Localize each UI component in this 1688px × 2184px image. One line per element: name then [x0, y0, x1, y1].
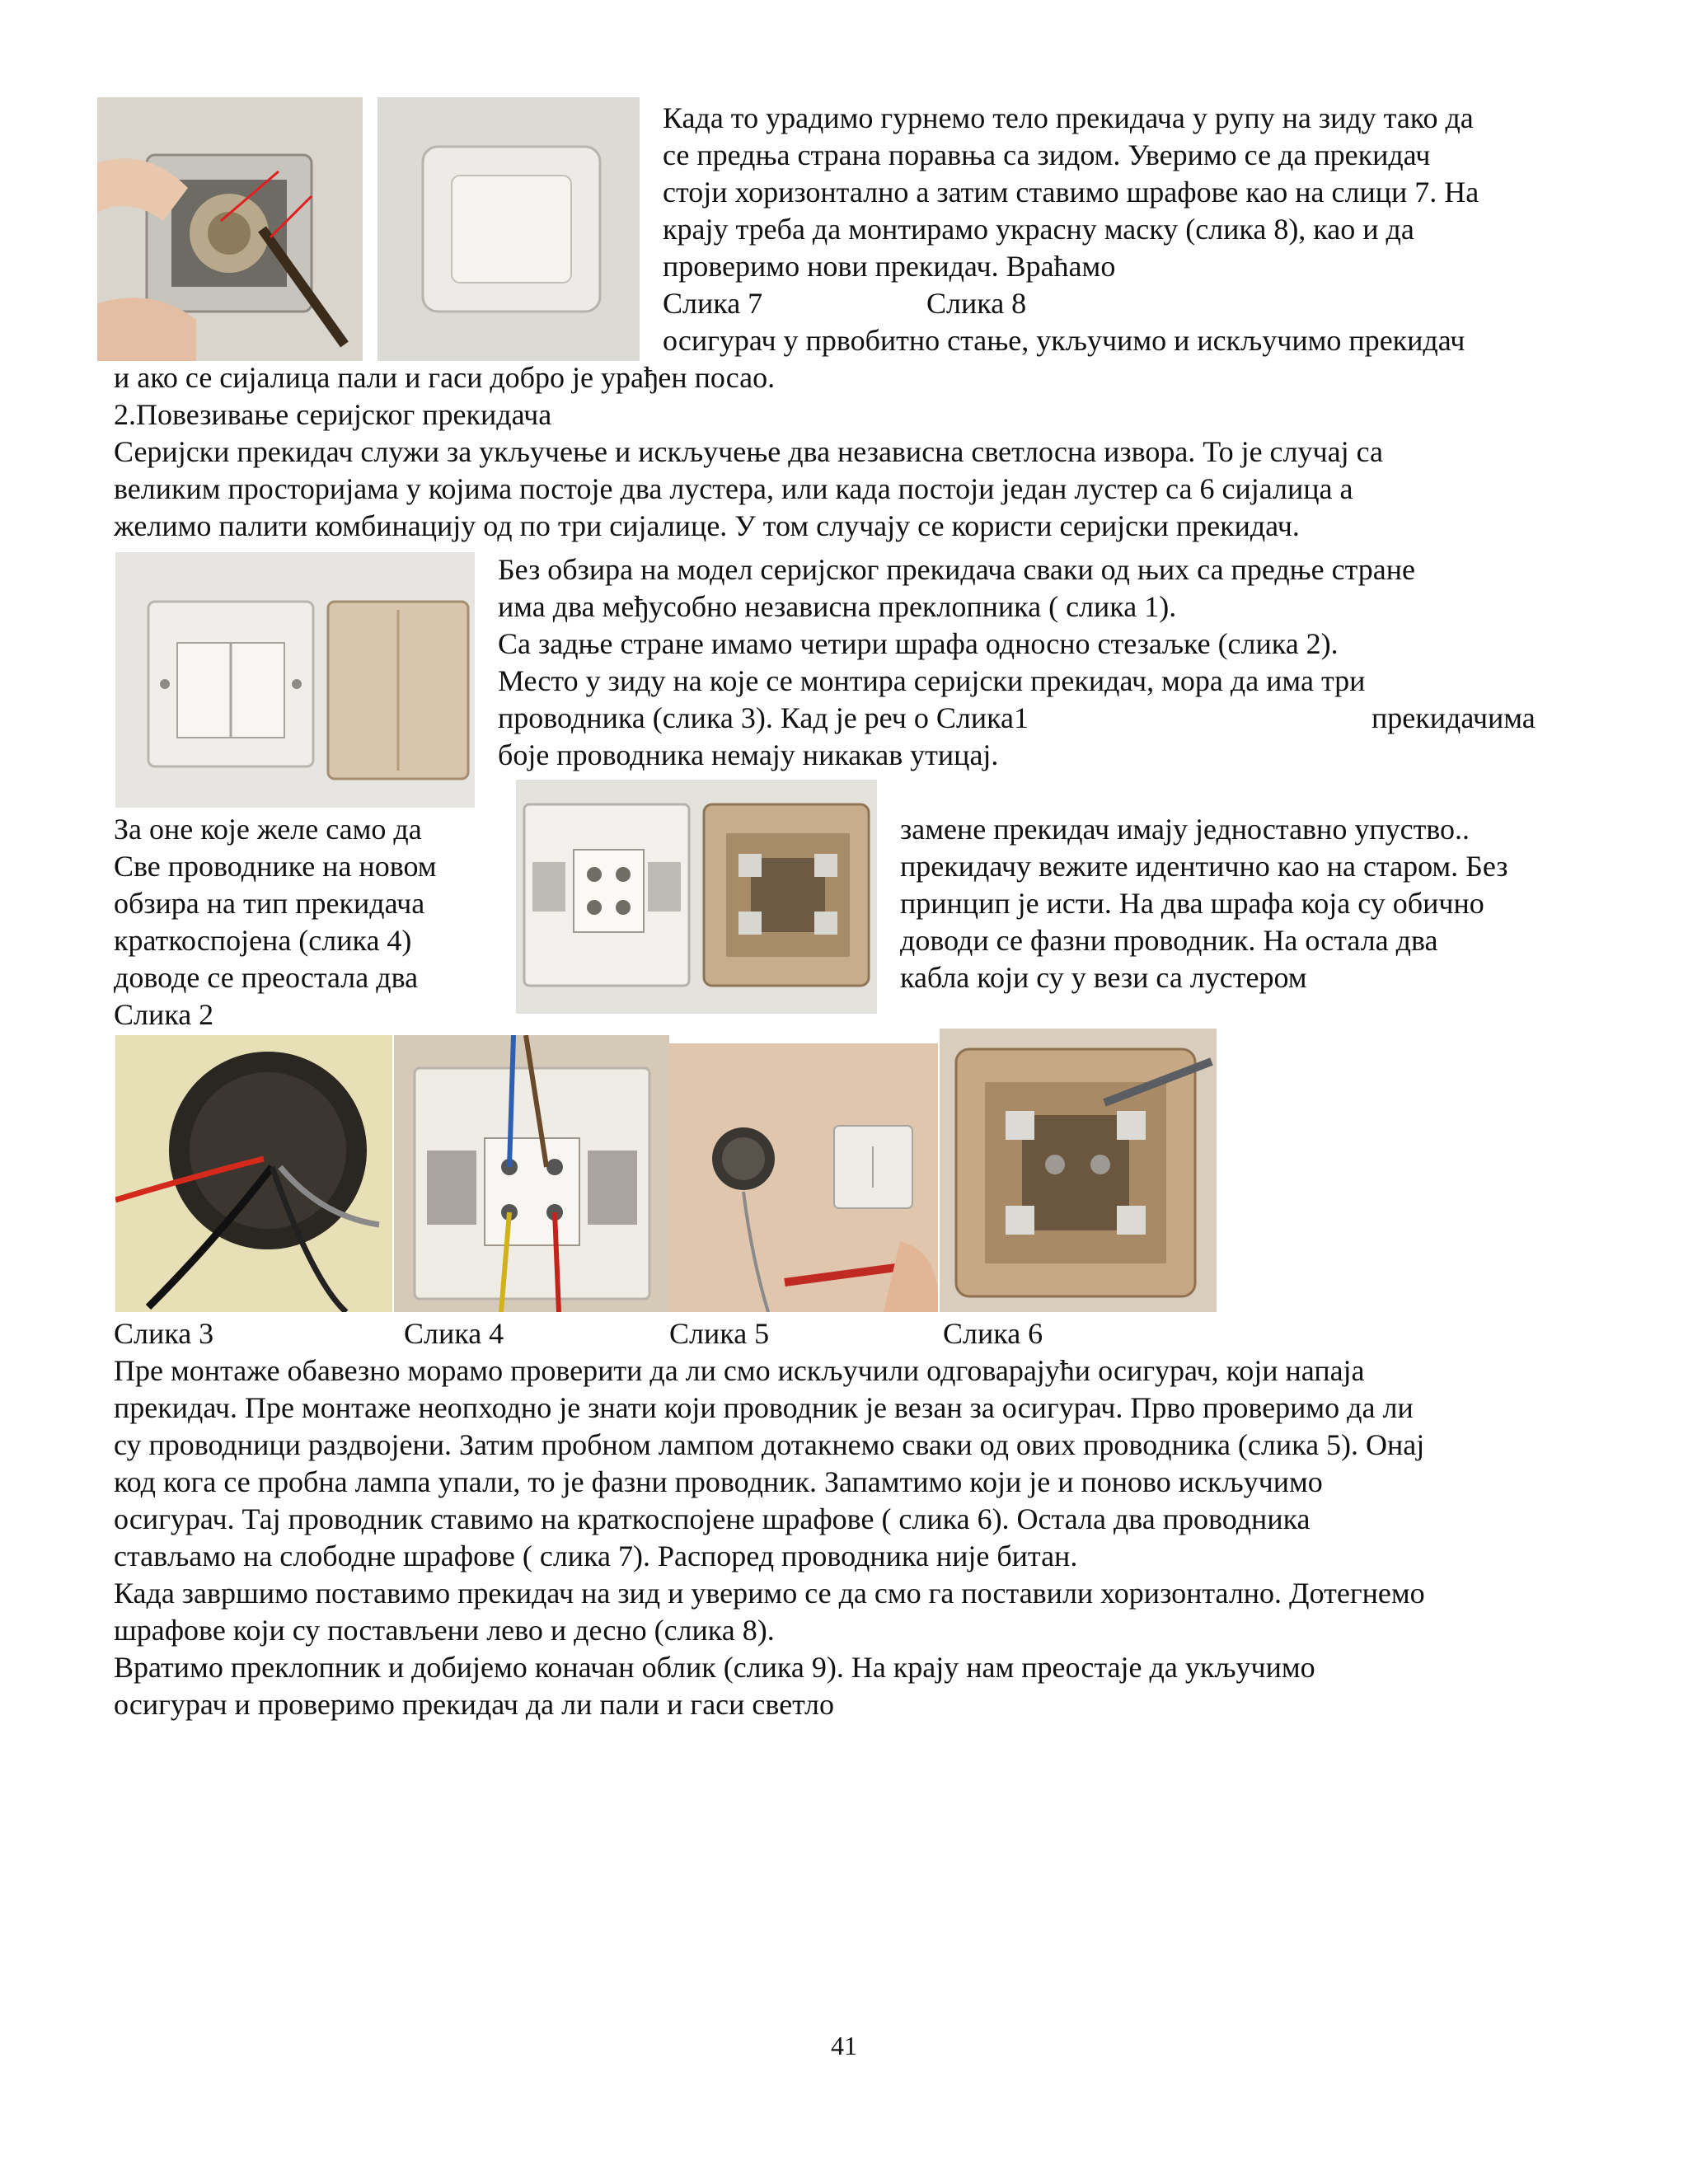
- photo-slika-2-switch-back: [516, 780, 877, 1014]
- text-line: проверимо нови прекидач. Враћамо: [663, 250, 1116, 283]
- text-line: Када завршимо поставимо прекидач на зид и уверимо се да смо га поставили хоризонтално. Дотегнемо: [114, 1577, 1425, 1610]
- text-line: принцип је исти. На два шрафа која су обично: [900, 887, 1484, 920]
- text-line: Без обзира на модел серијског прекидача сваки од њих са предње стране: [498, 553, 1416, 586]
- caption-slika-6: Слика 6: [943, 1317, 1043, 1350]
- text-line: Вратимо преклопник и добијемо коначан облик (слика 9). На крају нам преостаје да укључимо: [114, 1651, 1315, 1684]
- photo-slika-8-finished-switch: [377, 97, 640, 361]
- text-line: осигурач у првобитно стање, укључимо и искључимо прекидач: [663, 324, 1465, 357]
- caption-slika-5: Слика 5: [669, 1317, 770, 1350]
- text-line: Пре монтаже обавезно морамо проверити да ли смо искључили одговарајући осигурач, који напаја: [114, 1354, 1365, 1387]
- caption-slika-3: Слика 3: [114, 1317, 214, 1350]
- caption-slika-8: Слика 8: [926, 287, 1027, 320]
- text-line: стављамо на слободне шрафове ( слика 7). Распоред проводника није битан.: [114, 1540, 1078, 1572]
- text-line: доводе се преостала два: [114, 961, 419, 994]
- caption-slika-7: Слика 7: [663, 287, 763, 320]
- photo-slika-3-wires-in-wall: [115, 1035, 392, 1312]
- text-line: Серијски прекидач служи за укључење и искључење два независна светлосна извора. То је случај са: [114, 435, 1383, 468]
- text-line: великим просторијама у којима постоје два лустера, или када постоји један лустер са 6 сијалица а: [114, 472, 1353, 505]
- text-line: прекидачу вежите идентично као на старом. Без: [900, 850, 1508, 883]
- photo-slika-7-switch-mounting: [97, 97, 363, 361]
- photo-slika-5-test-lamp: [669, 1043, 938, 1312]
- text-line: За оне које желе само да: [114, 813, 422, 846]
- photo-slika-6-switch-screws: [940, 1029, 1217, 1312]
- text-line: су проводници раздвојени. Затим пробном лампом дотакнемо сваки од ових проводника (слика 5). Онај: [114, 1428, 1425, 1461]
- text-line: осигурач и проверимо прекидач да ли пали и гаси светло: [114, 1688, 834, 1721]
- text-line: и ако се сијалица пали и гаси добро је урађен посао.: [114, 361, 776, 394]
- text-line: доводи се фазни проводник. На остала два: [900, 924, 1438, 957]
- text-line: прекидач. Пре монтаже неопходно је знати који проводник је везан за осигурач. Прво проверимо да ли: [114, 1391, 1414, 1424]
- text-line: се предња страна поравња са зидом. Уверимо се да прекидач: [663, 138, 1431, 171]
- text-line: желимо палити комбинацију од по три сијалице. У том случају се користи серијски прекидач.: [114, 509, 1300, 542]
- text-line: код кога се пробна лампа упали, то је фазни проводник. Запамтимо који је и поново искључимо: [114, 1465, 1323, 1498]
- text-line: Са задње стране имамо четири шрафа односно стезаљке (слика 2).: [498, 627, 1339, 660]
- text-line: Све проводнике на новом: [114, 850, 437, 883]
- page-number: 41: [831, 2031, 857, 2060]
- text-line: проводника (слика 3). Кад је реч о Слика1: [498, 701, 1029, 734]
- text-line: обзира на тип прекидача: [114, 887, 425, 920]
- text-line: има два међусобно независна преклопника ( слика 1).: [498, 590, 1177, 623]
- text-line: кабла који су у вези са лустером: [900, 961, 1307, 994]
- caption-slika-4: Слика 4: [404, 1317, 504, 1350]
- text-line: осигурач. Тај проводник ставимо на краткоспојене шрафове ( слика 6). Остала два проводника: [114, 1502, 1311, 1535]
- text-line: крају треба да монтирамо украсну маску (слика 8), као и да: [663, 213, 1414, 246]
- text-line: Место у зиду на које се монтира серијски прекидач, мора да има три: [498, 664, 1366, 697]
- photo-slika-1-serial-switches: [115, 552, 475, 808]
- text-line: краткоспојена (слика 4): [114, 924, 412, 957]
- text-line: прекидачима: [1372, 701, 1536, 734]
- text-line: замене прекидач имају једноставно упуство..: [900, 813, 1470, 846]
- photo-slika-4-wiring-switch: [394, 1035, 669, 1312]
- text-line: шрафове који су постављени лево и десно (слика 8).: [114, 1614, 775, 1647]
- section-heading: 2.Повезивање серијског прекидача: [114, 398, 552, 431]
- text-line: Када то урадимо гурнемо тело прекидача у рупу на зиду тако да: [663, 101, 1474, 134]
- text-line: боје проводника немају никакав утицај.: [498, 738, 999, 771]
- text-line: стоји хоризонтално а затим ставимо шрафове као на слици 7. На: [663, 176, 1479, 209]
- caption-slika-2: Слика 2: [114, 998, 214, 1031]
